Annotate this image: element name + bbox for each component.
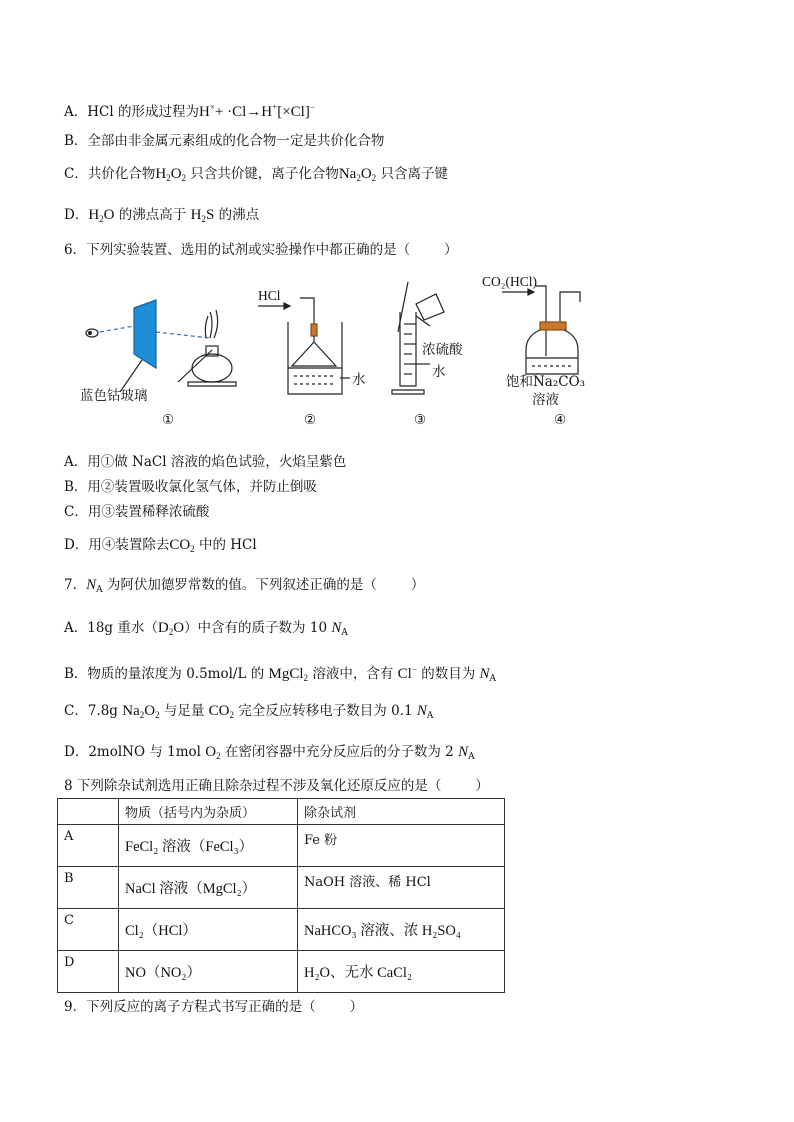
row-reagent: NaHCO₃ 溶液、浓 H₂SO₄ <box>298 909 505 951</box>
q5-option-a: A．HCl 的形成过程为H×+ ·Cl→H+[×Cl]− <box>64 102 315 120</box>
table-header-row <box>58 799 505 825</box>
q6-stem: 6．下列实验装置、选用的试剂或实验操作中都正确的是（ ） <box>64 242 458 258</box>
q7-option-b: B．物质的量浓度为 0.5mol/L 的 MgCl$_2$ 溶液中，含有 Cl− 的数目为 $N_A$ <box>64 664 497 684</box>
q7-option-d: D．2molNO 与 1mol $O_2$ 在密闭容器中充分反应后的分子数为 2 $N_A$ <box>64 744 475 762</box>
label-n4: ④ <box>554 412 567 428</box>
hcl-formation-formula: H×+ ·Cl→H+[×Cl]− <box>198 102 315 120</box>
row-substance: NaCl 溶液（MgCl₂） <box>119 867 298 909</box>
q6-option-a: A．用①做 NaCl 溶液的焰色试验，火焰呈紫色 <box>64 454 347 470</box>
apparatus-2 <box>258 298 350 394</box>
q7-option-c: C．7.8g $Na_2O_2$ 与足量 $CO_2$ 完全反应转移电子数目为 0.1 $N_A$ <box>64 703 434 721</box>
q7-stem: 7．$N_A$ 为阿伏加德罗常数的值。下列叙述正确的是（ ） <box>64 577 425 595</box>
label-n1: ① <box>162 412 175 428</box>
label-co2-hcl: CO₂(HCl) <box>482 274 537 289</box>
table-row <box>58 825 505 867</box>
label-sat-na2co3: 饱和Na₂CO₃ <box>506 374 586 390</box>
row-reagent: Fe 粉 <box>298 825 505 867</box>
q9-stem: 9．下列反应的离子方程式书写正确的是（ ） <box>64 999 364 1015</box>
table-header-cell <box>58 799 119 825</box>
label-water-2: 水 <box>352 372 366 388</box>
label-solution: 溶液 <box>532 392 559 408</box>
table-row <box>58 867 505 909</box>
q5-option-b: B．全部由非金属元素组成的化合物一定是共价化合物 <box>64 133 385 149</box>
label-hcl: HCl <box>258 288 281 303</box>
q5-option-c: C．共价化合物$H_2O_2$ 只含共价键，离子化合物$Na_2O_2$ 只含离子键 <box>64 166 448 183</box>
label-cobalt-glass: 蓝色钴玻璃 <box>80 388 148 404</box>
row-substance: NO（NO₂） <box>119 951 298 993</box>
q8-table <box>57 798 505 993</box>
table-header-cell: 物质（括号内为杂质） <box>119 799 298 825</box>
q5-option-d: D．$H_2O$ 的沸点高于 $H_2S$ 的沸点 <box>64 207 260 224</box>
q6-option-c: C．用③装置稀释浓硫酸 <box>64 504 210 520</box>
apparatus-4 <box>502 286 580 374</box>
label-n3: ③ <box>414 412 427 428</box>
row-substance: FeCl₂ 溶液（FeCl₃） <box>119 825 298 867</box>
row-key: A <box>58 825 119 867</box>
table-row <box>58 951 505 993</box>
label-n2: ② <box>304 412 317 428</box>
q6-option-b: B．用②装置吸收氯化氢气体，并防止倒吸 <box>64 479 317 495</box>
row-reagent: NaOH 溶液、稀 HCl <box>298 867 505 909</box>
q6-option-d: D．用④装置除去$CO_2$ 中的 HCl <box>64 537 257 554</box>
table-header-cell: 除杂试剂 <box>298 799 505 825</box>
q6-apparatus-figure <box>70 272 610 437</box>
row-reagent: H₂O、无水 CaCl₂ <box>298 951 505 993</box>
label-conc-sulfuric: 浓硫酸 <box>422 342 463 358</box>
apparatus-drawings <box>70 272 610 437</box>
row-substance: Cl₂（HCl） <box>119 909 298 951</box>
q7-option-a: A．18g 重水$(D_2O)$中含有的质子数为 10 $N_A$ <box>64 620 348 638</box>
label-water-3: 水 <box>432 364 446 380</box>
apparatus-1 <box>86 300 236 392</box>
row-key: C <box>58 909 119 951</box>
q8-stem: 8 下列除杂试剂选用正确且除杂过程不涉及氧化还原反应的是（ ） <box>64 778 489 794</box>
row-key: B <box>58 867 119 909</box>
table-row <box>58 909 505 951</box>
row-key: D <box>58 951 119 993</box>
